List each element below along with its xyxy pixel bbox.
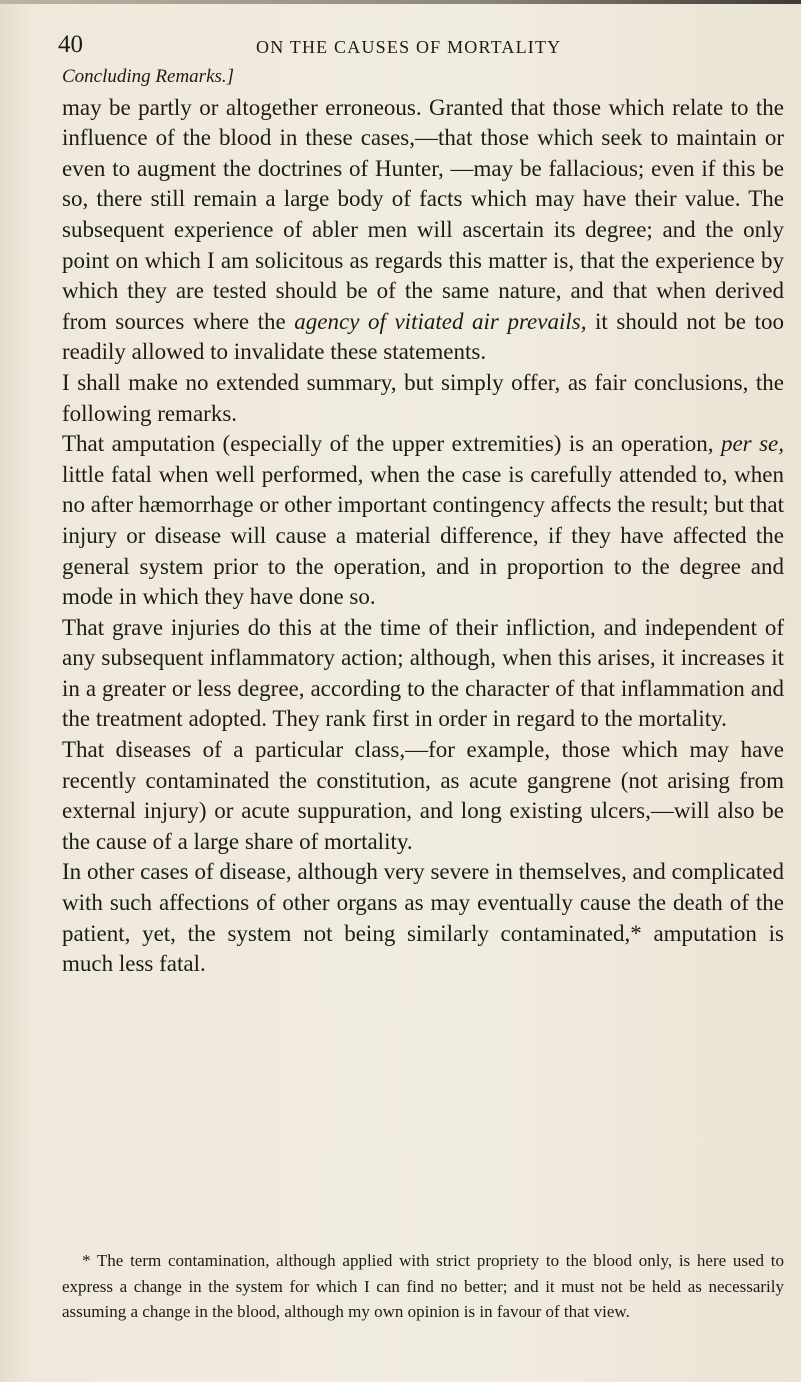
footnote-text: * The term contamination, although applied with strict propriety to the blood only, is here used to express a change in the system for which I can find no better; and it must not be held as necessarily assuming a change in the blood, although my own opinion is in favour of that view. [62,1251,784,1321]
paragraph-6: In other cases of disease, although very severe in themselves, and complicated with such affections of other organs as may eventually cause the death of the patient, yet, the system not being similarly contaminated,* amputation is much less fatal. [62,859,784,977]
side-caption: Concluding Remarks.] [62,66,235,87]
paragraph-2: I shall make no extended summary, but simply offer, as fair conclusions, the following remarks. [62,369,784,426]
paragraph-3-pre: That amputation (especially of the upper extremities) is an operation, [62,431,721,457]
top-edge-rule [0,0,801,4]
footnote [62,1248,784,1325]
paragraph-3 [62,429,784,613]
page-number: 40 [58,31,83,58]
paragraph-1-post: it should not be too readily allowed to invalidate these statements. [62,308,784,365]
paragraph-1-pre: may be partly or altogether erroneous. Granted that those which relate to the influence of the blood in these cases,—that those which seek to maintain or even to augment the doctrines of Hunter, —may be fallacious; even if this be so, there still remain a large body of facts which may have their value. The subsequent experience of abler men will ascertain its degree; and the only point on which I am solicitous as regards this matter is, that the experience by which they are tested should be of the same nature, and that when derived from sources where the [62,94,784,334]
paragraph-1 [62,60,784,368]
paragraph-3-post: little fatal when well performed, when the case is carefully attended to, when no after hæmorrhage or other important contingency affects the result; but that injury or disease will cause a material difference, if they have affected the general system prior to the operation, and in proportion to the degree and mode in which they have done so. [62,461,784,610]
paragraph-3-italic: per se, [720,431,784,457]
paragraph-1-italic: agency of vitiated air prevails, [294,308,587,334]
page-header [58,30,798,64]
paragraph-4: That grave injuries do this at the time of their infliction, and independent of any subsequent inflammatory action; although, when this arises, it increases it in a greater or less degree, according to the character of that inflammation and the treatment adopted. They rank first in order in regard to the mortality. [62,614,784,732]
paragraph-5: That diseases of a particular class,—for example, those which may have recently contaminated the constitution, as acute gangrene (not arising from external injury) or acute suppuration, and long existing ulcers,—will also be the cause of a large share of mortality. [62,737,784,854]
body-text [62,60,784,980]
running-head: ON THE CAUSES OF MORTALITY [256,37,562,57]
